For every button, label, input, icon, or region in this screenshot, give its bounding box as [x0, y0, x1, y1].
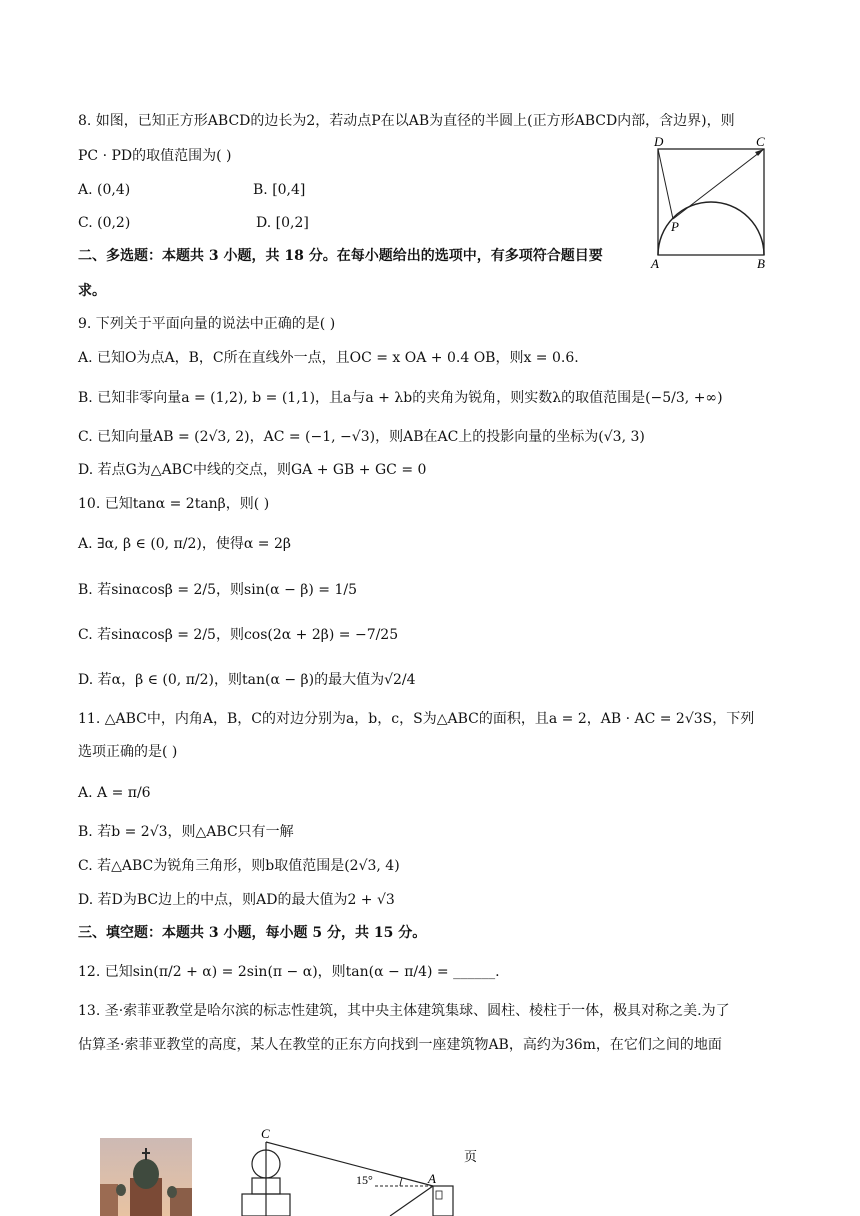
q11-option-c: C. 若△ABC为锐角三角形，则b取值范围是(2√3, 4) [78, 858, 400, 874]
q13-line1: 13. 圣·索菲亚教堂是哈尔滨的标志性建筑，其中央主体建筑集球、圆柱、棱柱于一体，极具对称之美.为了 [78, 1003, 730, 1019]
segment-pd [658, 149, 673, 219]
label-c-13: C [261, 1126, 270, 1141]
q9-stem: 9. 下列关于平面向量的说法中正确的是( ) [78, 316, 336, 332]
line-ca [266, 1142, 433, 1186]
q9-option-c: C. 已知向量AB = (2√3, 2)，AC = (−1, −√3)，则AB在AC上的投影向量的坐标为(√3, 3) [78, 429, 645, 445]
section2-heading-line2: 求。 [78, 283, 106, 299]
label-a: A [651, 256, 659, 271]
q13-diagram [230, 1120, 490, 1216]
label-p: P [671, 219, 679, 234]
q10-option-a: A. ∃α, β ∈ (0, π/2)，使得α = 2β [78, 536, 291, 552]
q8-option-b: B. [0,4] [253, 182, 306, 198]
q10-option-b: B. 若sinαcosβ = 2/5，则sin(α − β) = 1/5 [78, 582, 357, 598]
q11-stem-line2: 选项正确的是( ) [78, 744, 178, 760]
q11-stem-line1: 11. △ABC中，内角A，B，C的对边分别为a，b，c，S为△ABC的面积，且a = 2，AB · AC = 2√3S，下列 [78, 711, 755, 727]
q13-line2: 估算圣·索菲亚教堂的高度，某人在教堂的正东方向找到一座建筑物AB，高约为36m，在它们之间的地面 [78, 1037, 722, 1053]
q9-option-b: B. 已知非零向量a = (1,2), b = (1,1)，且a与a + λb的夹角为锐角，则实数λ的取值范围是(−5/3, +∞) [78, 390, 723, 406]
label-c: C [756, 134, 765, 149]
building-ab [433, 1186, 453, 1216]
q9-option-a: A. 已知O为点A，B，C所在直线外一点，且OC = x OA + 0.4 OB，则x = 0.6. [78, 350, 579, 366]
building-window [436, 1191, 442, 1199]
section2-heading-line1: 二、多选题：本题共 3 小题，共 18 分。在每小题给出的选项中，有多项符合题目要 [78, 248, 603, 264]
cathedral-photo [100, 1138, 192, 1216]
label-b: B [757, 256, 765, 271]
angle-label: 15° [356, 1173, 373, 1187]
line-a-ground [390, 1186, 433, 1216]
q11-option-a: A. A = π/6 [78, 785, 151, 801]
q10-option-d: D. 若α，β ∈ (0, π/2)，则tan(α − β)的最大值为√2/4 [78, 672, 416, 688]
q11-option-d: D. 若D为BC边上的中点，则AD的最大值为2 + √3 [78, 892, 395, 908]
section3-heading: 三、填空题：本题共 3 小题，每小题 5 分，共 15 分。 [78, 925, 427, 941]
segment-pc [673, 149, 764, 219]
q9-option-d: D. 若点G为△ABC中线的交点，则GA + GB + GC = 0 [78, 462, 427, 478]
page-label: 页 [464, 1149, 478, 1164]
q8-stem-line2: PC · PD的取值范围为( ) [78, 148, 232, 164]
q12: 12. 已知sin(π/2 + α) = 2sin(π − α)，则tan(α − π/4) = ______. [78, 964, 500, 980]
q10-stem: 10. 已知tanα = 2tanβ，则( ) [78, 496, 270, 512]
q8-square-semicircle-figure [645, 132, 775, 274]
q8-option-c: C. (0,2) [78, 215, 131, 231]
label-a-13: A [428, 1171, 436, 1186]
q8-stem-line1: 8. 如图，已知正方形ABCD的边长为2，若动点P在以AB为直径的半圆上(正方形ABCD内部，含边界)，则 [78, 113, 735, 129]
q8-option-a: A. (0,4) [78, 182, 131, 198]
q8-option-d: D. [0,2] [256, 215, 309, 231]
angle-arc [400, 1178, 402, 1186]
q11-option-b: B. 若b = 2√3，则△ABC只有一解 [78, 824, 294, 840]
q10-option-c: C. 若sinαcosβ = 2/5，则cos(2α + 2β) = −7/25 [78, 627, 399, 643]
label-d: D [654, 134, 664, 149]
